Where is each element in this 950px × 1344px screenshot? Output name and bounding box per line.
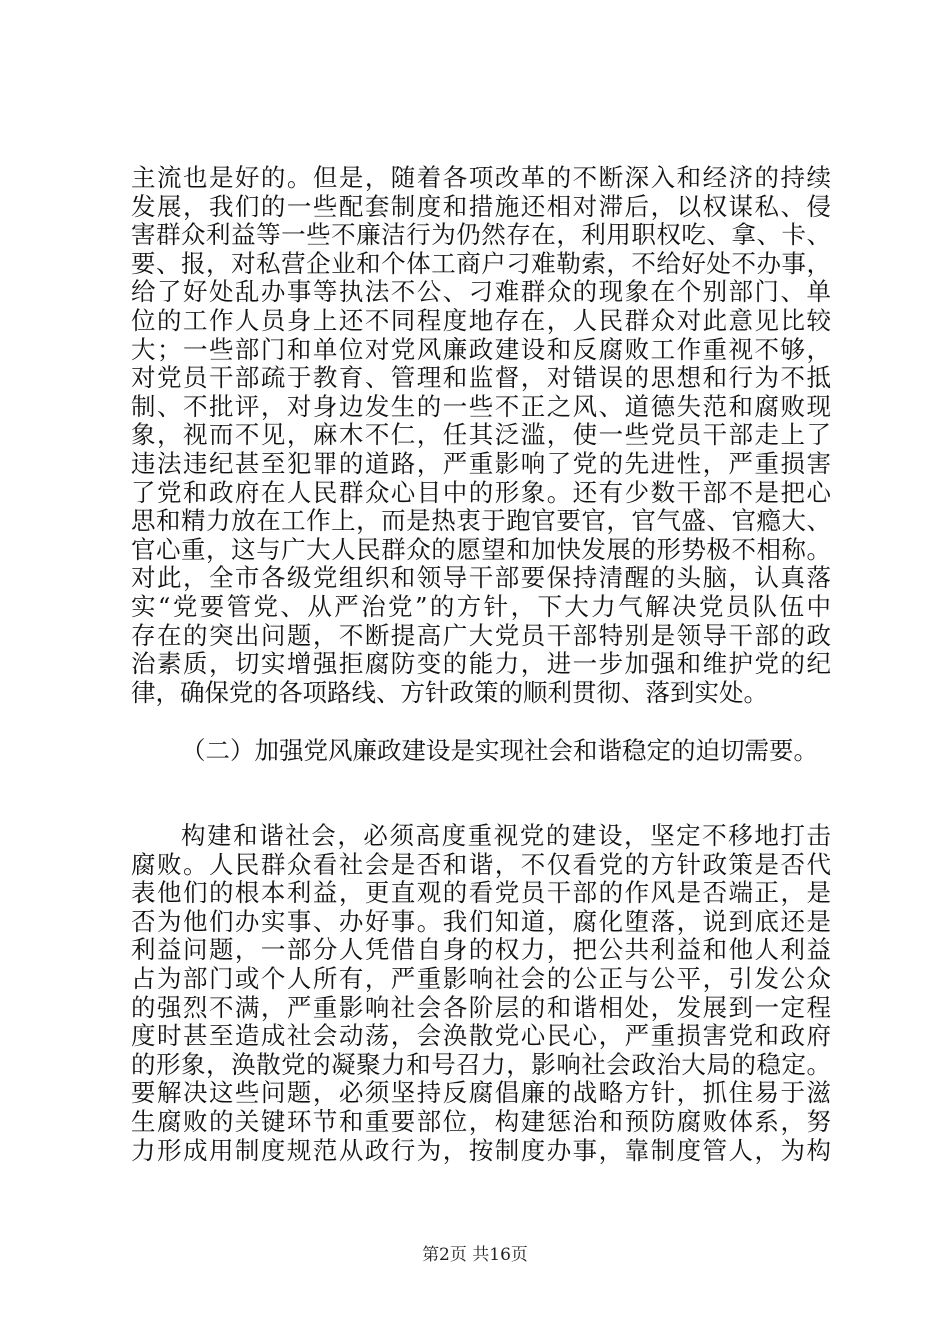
text-line: 害群众利益等一些不廉洁行为仍然存在，利用职权吃、拿、卡、 <box>131 221 831 250</box>
text-line: 治素质，切实增强拒腐防变的能力，进一步加强和维护党的纪 <box>131 650 831 679</box>
text-line: 发展，我们的一些配套制度和措施还相对滞后，以权谋私、侵 <box>131 192 831 221</box>
text-line: 要、报，对私营企业和个体工商户刁难勒索，不给好处不办事， <box>131 249 831 278</box>
paragraph-2 <box>131 822 831 1165</box>
text-line: 要解决这些问题，必须坚持反腐倡廉的战略方针，抓住易于滋 <box>131 1079 831 1108</box>
page-number-footer: 第2页 共16页 <box>422 1245 528 1265</box>
text-line: 官心重，这与广大人民群众的愿望和加快发展的形势极不相称。 <box>131 535 831 564</box>
text-line: 占为部门或个人所有，严重影响社会的公正与公平，引发公众 <box>131 964 831 993</box>
text-line: 对党员干部疏于教育、管理和监督，对错误的思想和行为不抵 <box>131 364 831 393</box>
paragraph-1 <box>131 164 831 707</box>
text-line: 否为他们办实事、办好事。我们知道，腐化堕落，说到底还是 <box>131 907 831 936</box>
text-line: 利益问题，一部分人凭借自身的权力，把公共利益和他人利益 <box>131 936 831 965</box>
text-line: 大；一些部门和单位对党风廉政建设和反腐败工作重视不够， <box>131 335 831 364</box>
section-heading: （二）加强党风廉政建设是实现社会和谐稳定的迫切需要。 <box>181 736 818 765</box>
text-line: 的强烈不满，严重影响社会各阶层的和谐相处，发展到一定程 <box>131 993 831 1022</box>
text-line: 思和精力放在工作上，而是热衷于跑官要官，官气盛、官瘾大、 <box>131 507 831 536</box>
text-line: 力形成用制度规范从政行为，按制度办事，靠制度管人，为构 <box>131 1136 831 1165</box>
text-line: 制、不批评，对身边发生的一些不正之风、道德失范和腐败现 <box>131 392 831 421</box>
text-line: 了党和政府在人民群众心目中的形象。还有少数干部不是把心 <box>131 478 831 507</box>
text-line: 主流也是好的。但是，随着各项改革的不断深入和经济的持续 <box>131 164 831 192</box>
text-line: 存在的突出问题，不断提高广大党员干部特别是领导干部的政 <box>131 621 831 650</box>
text-line: 腐败。人民群众看社会是否和谐，不仅看党的方针政策是否代 <box>131 850 831 879</box>
text-line: 实“党要管党、从严治党”的方针，下大力气解决党员队伍中 <box>131 592 831 621</box>
text-line: 给了好处乱办事等执法不公、刁难群众的现象在个别部门、单 <box>131 278 831 307</box>
text-line: 违法违纪甚至犯罪的道路，严重影响了党的先进性，严重损害 <box>131 449 831 478</box>
text-line: 的形象，涣散党的凝聚力和号召力，影响社会政治大局的稳定。 <box>131 1050 831 1079</box>
text-line: 表他们的根本利益，更直观的看党员干部的作风是否端正，是 <box>131 879 831 908</box>
text-line: 生腐败的关键环节和重要部位，构建惩治和预防腐败体系，努 <box>131 1107 831 1136</box>
text-line: 律，确保党的各项路线、方针政策的顺利贯彻、落到实处。 <box>131 678 768 707</box>
text-line: 度时甚至造成社会动荡，会涣散党心民心，严重损害党和政府 <box>131 1022 831 1051</box>
text-line: 构建和谐社会，必须高度重视党的建设，坚定不移地打击 <box>181 822 831 850</box>
text-line: 象，视而不见，麻木不仁，任其泛滥，使一些党员干部走上了 <box>131 421 831 450</box>
text-line: 对此，全市各级党组织和领导干部要保持清醒的头脑，认真落 <box>131 564 831 593</box>
text-line: 位的工作人员身上还不同程度地存在，人民群众对此意见比较 <box>131 306 831 335</box>
